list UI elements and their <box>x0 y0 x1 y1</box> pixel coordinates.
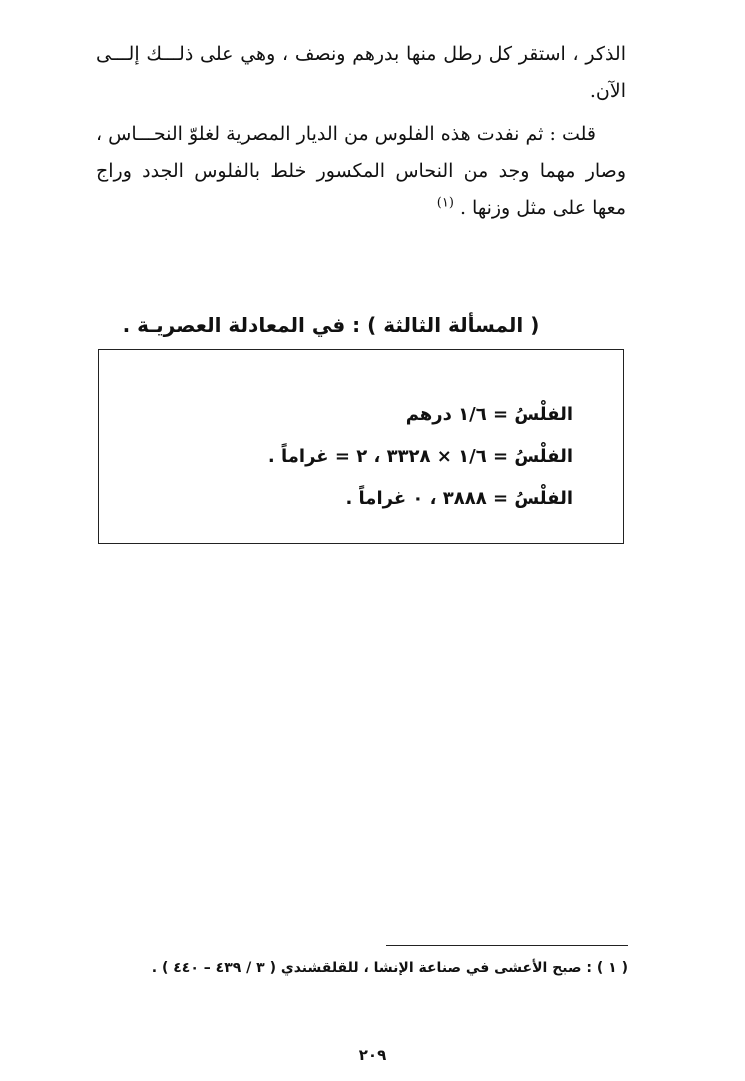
footnote: ( ١ ) : صبح الأعشى في صناعة الإنشا ، للقلقشندي ( ٣ / ٤٣٩ – ٤٤٠ ) . <box>151 960 628 976</box>
paragraph-2 <box>96 116 626 227</box>
paragraph-2-text: قلت : ثم نفدت هذه الفلوس من الديار المصرية لغلوّ النحـــاس ، وصار مهما وجد من النحاس المكسور خلط بالفلوس الجدد وراج معها على مثل وزنها . <box>96 123 626 219</box>
equation-list <box>268 394 573 520</box>
paragraph-1: الذكر ، استقر كل رطل منها بدرهم ونصف ، وهي على ذلـــك إلـــى الآن. <box>96 43 626 102</box>
body-text <box>96 36 626 227</box>
equation-line: الفلْسُ = ١/٦ × ٣٣٢٨ ، ٢ = غراماً . <box>267 446 573 467</box>
equation-box <box>98 349 624 544</box>
section-heading: ( المسألة الثالثة ) : في المعادلة العصريـة . <box>122 313 540 337</box>
equation-line: الفلْسُ = ١/٦ درهم <box>405 404 573 425</box>
page-number: ٢٠٩ <box>358 1046 387 1064</box>
footnote-divider <box>386 945 628 946</box>
equation-line: الفلْسُ = ٣٨٨٨ ، ٠ غراماً . <box>345 488 573 509</box>
footnote-reference[interactable]: (١) <box>436 195 454 211</box>
